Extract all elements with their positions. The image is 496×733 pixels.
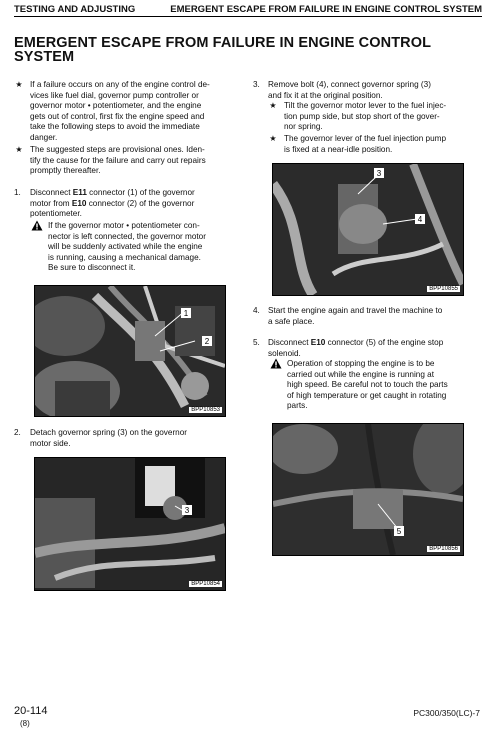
step-5: 5. Disconnect E10 connector (5) of the engine stop solenoid. [253, 338, 444, 358]
note-3: ★ Tilt the governor motor lever to the fuel injec- tion pump side, but stop short of the gover- nor spring. [269, 101, 447, 131]
photo-code: BPP10856 [429, 546, 458, 552]
callout-1: 1 [183, 309, 189, 318]
callout-3: 3 [376, 169, 382, 178]
step-2: 2. Detach governor spring (3) on the governor motor side. [14, 428, 188, 448]
star-icon: ★ [269, 101, 277, 110]
photo-code: BPP10855 [429, 286, 458, 292]
note-2: ★ The suggested steps are provisional ones. Iden- tify the cause for the failure and carry out repairs promptly thereafter. [15, 145, 206, 175]
step-1: 1. Disconnect E11 connector (1) of the governor motor from E10 connector (2) of the governor potentiometer. [14, 188, 195, 218]
callout-2: 2 [204, 337, 210, 346]
warning-triangle-icon [31, 220, 43, 231]
page-title: EMERGENT ESCAPE FROM FAILURE IN ENGINE CONTROL SYSTEM [14, 35, 432, 65]
callout-4: 4 [417, 215, 423, 224]
photo-code: BPP10854 [191, 581, 220, 587]
step-3: 3. Remove bolt (4), connect governor spring (3) and fix it at the original position. [253, 80, 431, 100]
callout-5: 5 [396, 527, 402, 536]
header-section: TESTING AND ADJUSTING [14, 4, 136, 15]
note-4: ★ The governor lever of the fuel injection pump is fixed at a near-idle position. [269, 134, 447, 154]
warning-triangle-icon [270, 358, 282, 369]
header-topic: EMERGENT ESCAPE FROM FAILURE IN ENGINE CONTROL SYSTEM [170, 4, 482, 15]
callout-3: 3 [184, 506, 190, 515]
photo-code: BPP10853 [191, 407, 220, 413]
warning-1: If the governor motor • potentiometer con- nector is left connected, the governor motor will be suddenly activated while the engine is running, causing a mechanical damage. Be sure to disconnect it. [48, 221, 206, 272]
photo-engine-stop-solenoid [272, 423, 464, 556]
warning-2: Operation of stopping the engine is to be carried out while the engine is running at high speed. Be careful not to touch the parts of high temperature or get caught in rotating parts. [287, 359, 448, 410]
model-number: PC300/350(LC)-7 [413, 708, 480, 718]
star-icon: ★ [15, 145, 23, 154]
photo-governor-connectors [34, 285, 226, 417]
page-revision: (8) [20, 719, 30, 728]
page-number: 20-114 [14, 705, 48, 717]
photo-governor-lever [272, 163, 464, 296]
note-1: ★ If a failure occurs on any of the engine control de- vices like fuel dial, governor pump controller or governor motor • potentiometer, and the engine gets out of control, first fix the engine speed and take the following steps to avoid the immediate danger. [15, 80, 210, 142]
step-4: 4. Start the engine again and travel the machine to a safe place. [253, 306, 443, 326]
photo-governor-spring [34, 457, 226, 591]
star-icon: ★ [269, 134, 277, 143]
star-icon: ★ [15, 80, 23, 89]
page-header [14, 2, 482, 17]
